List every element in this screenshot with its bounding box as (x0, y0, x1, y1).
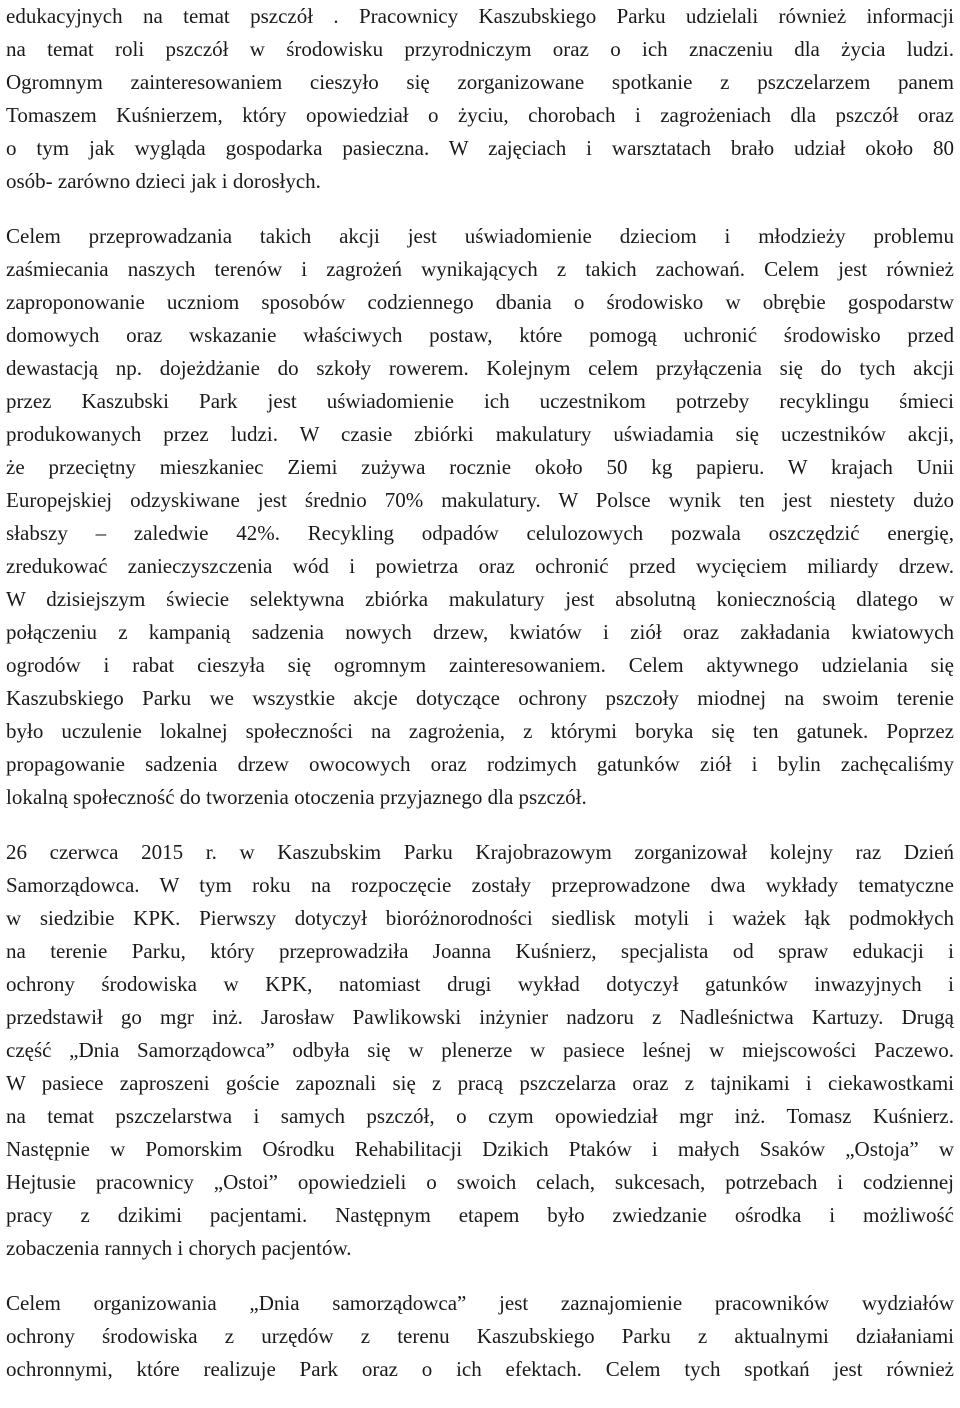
text-line: było uczulenie lokalnej społeczności na zagrożenia, z którymi boryka się ten gatunek. Poprzez (6, 719, 954, 743)
text-line: część „Dnia Samorządowca” odbyła się w plenerze w pasiece leśnej w miejscowości Paczewo. (6, 1038, 954, 1062)
text-line: W pasiece zaproszeni goście zapoznali się z pracą pszczelarza oraz z tajnikami i ciekawostkami (6, 1071, 954, 1095)
text-line: w siedzibie KPK. Pierwszy dotyczył bioróżnorodności siedlisk motyli i ważek łąk podmokłych (6, 906, 954, 930)
text-line: dewastacją np. dojeżdżanie do szkoły rowerem. Kolejnym celem przyłączenia się do tych akcji (6, 356, 954, 380)
text-line: zredukować zanieczyszczenia wód i powietrza oraz ochronić przed wycięciem miliardy drzew. (6, 554, 954, 578)
paragraph-spacer (6, 1265, 954, 1287)
text-line: W dzisiejszym świecie selektywna zbiórka makulatury jest absolutną koniecznością dlatego w (6, 587, 954, 611)
text-line: edukacyjnych na temat pszczół . Pracownicy Kaszubskiego Parku udzielali również informacji (6, 4, 954, 28)
text-line: Następnie w Pomorskim Ośrodku Rehabilitacji Dzikich Ptaków i małych Ssaków „Ostoja” w (6, 1137, 954, 1161)
text-line: na temat pszczelarstwa i samych pszczół, o czym opowiedział mgr inż. Tomasz Kuśnierz. (6, 1104, 954, 1128)
paragraph-spacer (6, 198, 954, 220)
text-line: Tomaszem Kuśnierzem, który opowiedział o życiu, chorobach i zagrożeniach dla pszczół oraz (6, 103, 954, 127)
text-line: pracy z dzikimi pacjentami. Następnym etapem było zwiedzanie ośrodka i możliwość (6, 1203, 954, 1227)
paragraph-1 (6, 0, 954, 198)
text-line: Celem przeprowadzania takich akcji jest uświadomienie dzieciom i młodzieży problemu (6, 224, 954, 248)
text-line: ochrony środowiska z urzędów z terenu Kaszubskiego Parku z aktualnymi działaniami (6, 1324, 954, 1348)
text-line: osób- zarówno dzieci jak i dorosłych. (6, 169, 321, 193)
text-line: Ogromnym zainteresowaniem cieszyło się zorganizowane spotkanie z pszczelarzem panem (6, 70, 954, 94)
text-line: że przeciętny mieszkaniec Ziemi zużywa rocznie około 50 kg papieru. W krajach Unii (6, 455, 954, 479)
text-line: Hejtusie pracownicy „Ostoi” opowiedzieli o swoich celach, sukcesach, potrzebach i codziennej (6, 1170, 954, 1194)
text-line: przedstawił go mgr inż. Jarosław Pawlikowski inżynier nadzoru z Nadleśnictwa Kartuzy. Drugą (6, 1005, 954, 1029)
text-line: przez Kaszubski Park jest uświadomienie ich uczestnikom potrzeby recyklingu śmieci (6, 389, 954, 413)
text-line: ogrodów i rabat cieszyła się ogromnym zainteresowaniem. Celem aktywnego udzielania się (6, 653, 954, 677)
text-line: Kaszubskiego Parku we wszystkie akcje dotyczące ochrony pszczoły miodnej na swoim terenie (6, 686, 954, 710)
document-page (6, 0, 954, 1386)
text-line: domowych oraz wskazanie właściwych postaw, które pomogą uchronić środowisko przed (6, 323, 954, 347)
text-line: produkowanych przez ludzi. W czasie zbiórki makulatury uświadamia się uczestników akcji, (6, 422, 954, 446)
text-line: Samorządowca. W tym roku na rozpoczęcie zostały przeprowadzone dwa wykłady tematyczne (6, 873, 954, 897)
text-line: o tym jak wygląda gospodarka pasieczna. W zajęciach i warsztatach brało udział około 80 (6, 136, 954, 160)
text-line: na terenie Parku, który przeprowadziła Joanna Kuśnierz, specjalista od spraw edukacji i (6, 939, 954, 963)
paragraph-3 (6, 836, 954, 1265)
paragraph-4 (6, 1287, 954, 1386)
text-line: na temat roli pszczół w środowisku przyrodniczym oraz o ich znaczeniu dla życia ludzi. (6, 37, 954, 61)
text-line: ochronnymi, które realizuje Park oraz o ich efektach. Celem tych spotkań jest również (6, 1357, 954, 1381)
text-line: ochrony środowiska w KPK, natomiast drugi wykład dotyczył gatunków inwazyjnych i (6, 972, 954, 996)
text-line: Celem organizowania „Dnia samorządowca” jest zaznajomienie pracowników wydziałów (6, 1291, 954, 1315)
text-line: zaśmiecania naszych terenów i zagrożeń wynikających z takich zachowań. Celem jest również (6, 257, 954, 281)
text-line: lokalną społeczność do tworzenia otoczenia przyjaznego dla pszczół. (6, 785, 587, 809)
text-line: połączeniu z kampanią sadzenia nowych drzew, kwiatów i ziół oraz zakładania kwiatowych (6, 620, 954, 644)
text-line: 26 czerwca 2015 r. w Kaszubskim Parku Krajobrazowym zorganizował kolejny raz Dzień (6, 840, 954, 864)
text-line: zaproponowanie uczniom sposobów codziennego dbania o środowisko w obrębie gospodarstw (6, 290, 954, 314)
text-line: zobaczenia rannych i chorych pacjentów. (6, 1236, 352, 1260)
text-line: słabszy – zaledwie 42%. Recykling odpadów celulozowych pozwala oszczędzić energię, (6, 521, 954, 545)
paragraph-spacer (6, 814, 954, 836)
text-line: propagowanie sadzenia drzew owocowych oraz rodzimych gatunków ziół i bylin zachęcaliśmy (6, 752, 954, 776)
paragraph-2 (6, 220, 954, 814)
text-line: Europejskiej odzyskiwane jest średnio 70% makulatury. W Polsce wynik ten jest niestety dużo (6, 488, 954, 512)
